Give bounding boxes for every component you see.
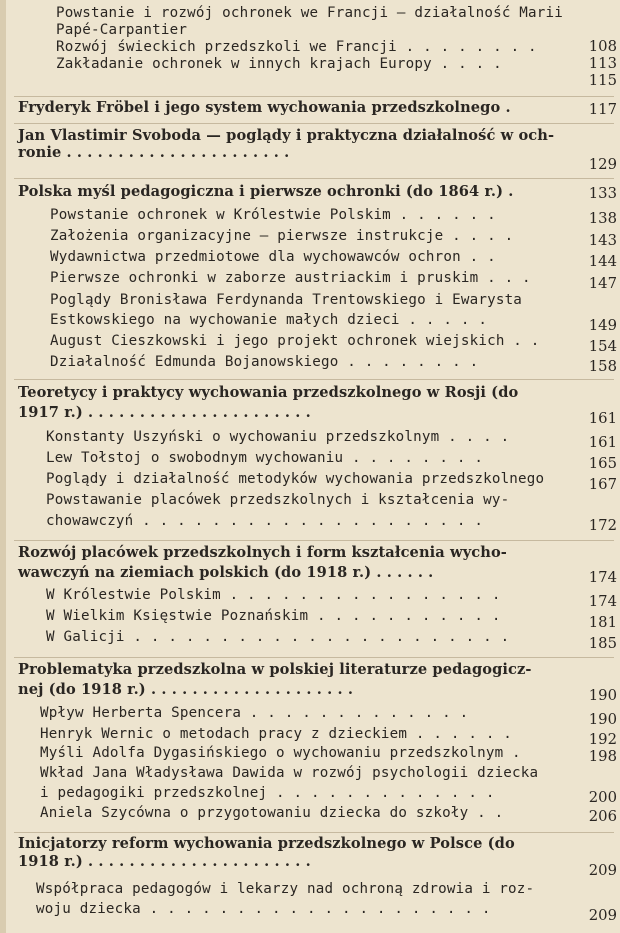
toc-chapter: Fryderyk Fröbel i jego system wychowania przedszkolnego . (18, 99, 511, 116)
toc-entry: Aniela Szycówna o przygotowaniu dziecka do szkoły . . (40, 805, 504, 821)
toc-chapter: wawczyń na ziemiach polskich (do 1918 r.) . . . . . . (18, 564, 434, 581)
toc-page-number: 138 (588, 210, 617, 227)
toc-entry: Wydawnictwa przedmiotowe dla wychowawców ochron . . (50, 249, 496, 265)
toc-chapter: Rozwój placówek przedszkolnych i form kształcenia wycho- (18, 544, 507, 561)
section-divider (14, 379, 614, 380)
toc-entry: Poglądy i działalność metodyków wychowania przedszkolnego (46, 471, 545, 487)
toc-chapter: ronie . . . . . . . . . . . . . . . . . . . . . . (18, 144, 290, 161)
toc-page-number: 133 (588, 185, 617, 202)
toc-page-number: 190 (588, 711, 617, 728)
toc-page-number: 172 (588, 517, 617, 534)
section-divider (14, 540, 614, 541)
section-divider (14, 832, 614, 833)
toc-chapter: Problematyka przedszkolna w polskiej literaturze pedagogicz- (18, 661, 532, 678)
toc-page-number: 117 (588, 101, 617, 118)
section-divider (14, 178, 614, 179)
toc-chapter: Jan Vlastimir Svoboda — poglądy i praktyczna działalność w och- (18, 127, 555, 144)
toc-page-number: 113 (588, 55, 617, 72)
toc-page-number: 209 (588, 862, 617, 879)
toc-entry: Współpraca pedagogów i lekarzy nad ochroną zdrowia i roz- (36, 881, 535, 897)
toc-entry: Konstanty Uszyński o wychowaniu przedszkolnym . . . . (46, 429, 510, 445)
toc-page-number: 200 (588, 789, 617, 806)
toc-page-number: 198 (588, 748, 617, 765)
toc-page-number: 174 (588, 569, 617, 586)
toc-entry: Powstanie ochronek w Królestwie Polskim . . . . . . (50, 207, 496, 223)
toc-entry: Działalność Edmunda Bojanowskiego . . . . . . . . (50, 354, 479, 370)
toc-chapter: nej (do 1918 r.) . . . . . . . . . . . . . . . . . . . . (18, 681, 354, 698)
toc-entry: Poglądy Bronisława Ferdynanda Trentowskiego i Ewarysta (50, 292, 523, 308)
toc-entry: W Galicji . . . . . . . . . . . . . . . . . . . . . . (46, 629, 510, 645)
toc-page-number: 209 (588, 907, 617, 924)
toc-page-number: 161 (588, 410, 617, 427)
toc-page-number: 174 (588, 593, 617, 610)
toc-entry: Pierwsze ochronki w zaborze austriackim i pruskim . . . (50, 270, 531, 286)
toc-entry: Lew Tołstoj o swobodnym wychowaniu . . . . . . . . (46, 450, 484, 466)
toc-page-number: 154 (588, 338, 617, 355)
toc-page-number: 129 (588, 156, 617, 173)
toc-entry: Powstawanie placówek przedszkolnych i kształcenia wy- (46, 492, 510, 508)
toc-entry: Estkowskiego na wychowanie małych dzieci . . . . . (50, 312, 488, 328)
toc-page-number: 147 (588, 275, 617, 292)
toc-entry: Henryk Wernic o metodach pracy z dzieckiem . . . . . . (40, 726, 513, 742)
toc-page-number: 181 (588, 614, 617, 631)
toc-entry: Papé-Carpantier (56, 22, 188, 38)
toc-page-number: 167 (588, 476, 617, 493)
toc-entry: Zakładanie ochronek w innych krajach Europy . . . . (56, 56, 502, 72)
section-divider (14, 123, 614, 124)
section-divider (14, 96, 614, 97)
toc-chapter: Inicjatorzy reform wychowania przedszkolnego w Polsce (do (18, 835, 515, 852)
toc-page-number: 185 (588, 635, 617, 652)
toc-page-number: 144 (588, 253, 617, 270)
toc-entry: Myśli Adolfa Dygasińskiego o wychowaniu przedszkolnym . (40, 745, 521, 761)
toc-entry: August Cieszkowski i jego projekt ochronek wiejskich . . (50, 333, 540, 349)
toc-entry: W Królestwie Polskim . . . . . . . . . . . . . . . . (46, 587, 501, 603)
toc-entry: Powstanie i rozwój ochronek we Francji — działalność Marii (56, 5, 564, 21)
toc-entry: Rozwój świeckich przedszkoli we Francji . . . . . . . . (56, 39, 537, 55)
toc-entry: chowawczyń . . . . . . . . . . . . . . . . . . . . (46, 513, 484, 529)
toc-page-number: 108 (588, 38, 617, 55)
toc-page-number: 165 (588, 455, 617, 472)
toc-chapter: 1918 r.) . . . . . . . . . . . . . . . . . . . . . . (18, 853, 311, 870)
toc-entry: Wkład Jana Władysława Dawida w rozwój psychologii dziecka (40, 765, 539, 781)
toc-entry: Założenia organizacyjne — pierwsze instrukcje . . . . (50, 228, 514, 244)
toc-entry: i pedagogiki przedszkolnej . . . . . . . . . . . . . (40, 785, 495, 801)
toc-entry: W Wielkim Księstwie Poznańskim . . . . . . . . . . . (46, 608, 501, 624)
toc-page-number: 149 (588, 317, 617, 334)
toc-entry: Wpływ Herberta Spencera . . . . . . . . . . . . . (40, 705, 469, 721)
toc-chapter: Polska myśl pedagogiczna i pierwsze ochronki (do 1864 r.) . (18, 183, 514, 200)
toc-chapter: 1917 r.) . . . . . . . . . . . . . . . . . . . . . . (18, 404, 311, 421)
toc-page-number: 143 (588, 232, 617, 249)
toc-page-number: 192 (588, 731, 617, 748)
toc-entry: woju dziecka . . . . . . . . . . . . . . . . . . . . (36, 901, 491, 917)
toc-page-number: 161 (588, 434, 617, 451)
toc-page-number: 115 (588, 72, 617, 89)
section-divider (14, 657, 614, 658)
toc-page-number: 206 (588, 808, 617, 825)
toc-page-number: 190 (588, 687, 617, 704)
toc-chapter: Teoretycy i praktycy wychowania przedszkolnego w Rosji (do (18, 384, 519, 401)
toc-page-number: 158 (588, 358, 617, 375)
